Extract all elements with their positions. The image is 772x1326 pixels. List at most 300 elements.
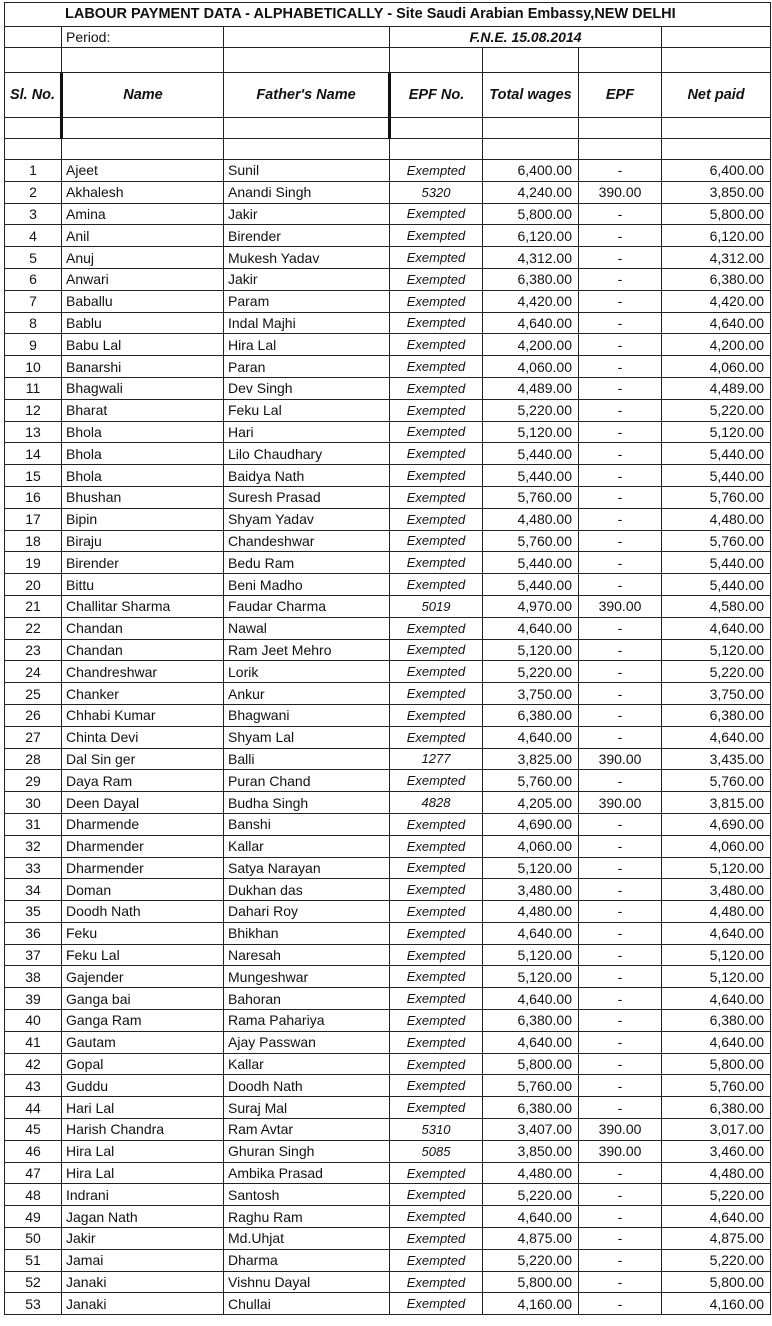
total-wages-cell: 4,240.00 — [483, 181, 579, 203]
table-row — [5, 726, 771, 748]
name-cell: Feku — [62, 922, 224, 944]
epf-cell: - — [579, 465, 662, 487]
table-row — [5, 1293, 771, 1315]
epf-no-cell: Exempted — [390, 879, 483, 901]
name-cell: Doman — [62, 879, 224, 901]
father-name-cell: Sunil — [224, 160, 390, 182]
net-paid-cell: 6,380.00 — [662, 1097, 771, 1119]
epf-cell: - — [579, 508, 662, 530]
name-cell: Chanker — [62, 683, 224, 705]
name-cell: Ganga bai — [62, 988, 224, 1010]
epf-cell: - — [579, 486, 662, 508]
total-wages-cell: 5,120.00 — [483, 857, 579, 879]
epf-cell: 390.00 — [579, 1119, 662, 1141]
name-cell: Chandan — [62, 617, 224, 639]
name-cell: Jakir — [62, 1228, 224, 1250]
father-name-cell: Md.Uhjat — [224, 1228, 390, 1250]
total-wages-cell: 5,220.00 — [483, 399, 579, 421]
table-row — [5, 1206, 771, 1228]
total-wages-cell: 4,312.00 — [483, 247, 579, 269]
net-paid-cell: 6,400.00 — [662, 160, 771, 182]
epf-cell: - — [579, 1271, 662, 1293]
net-paid-cell: 6,380.00 — [662, 268, 771, 290]
epf-no-cell: Exempted — [390, 1097, 483, 1119]
table-row — [5, 922, 771, 944]
name-cell: Challitar Sharma — [62, 595, 224, 617]
total-wages-cell: 5,440.00 — [483, 443, 579, 465]
total-wages-cell: 5,220.00 — [483, 661, 579, 683]
epf-no-cell: Exempted — [390, 247, 483, 269]
table-row — [5, 1053, 771, 1075]
name-cell: Bhola — [62, 443, 224, 465]
name-cell: Chinta Devi — [62, 726, 224, 748]
epf-cell: - — [579, 922, 662, 944]
epf-cell: - — [579, 443, 662, 465]
name-cell: Gopal — [62, 1053, 224, 1075]
sl-no-cell: 45 — [5, 1119, 62, 1141]
epf-no-cell: Exempted — [390, 530, 483, 552]
table-row — [5, 530, 771, 552]
sl-no-cell: 3 — [5, 203, 62, 225]
father-name-cell: Beni Madho — [224, 574, 390, 596]
epf-cell: - — [579, 879, 662, 901]
epf-cell: - — [579, 661, 662, 683]
epf-no-cell: Exempted — [390, 1075, 483, 1097]
father-name-cell: Lilo Chaudhary — [224, 443, 390, 465]
total-wages-cell: 4,640.00 — [483, 726, 579, 748]
net-paid-cell: 5,220.00 — [662, 1249, 771, 1271]
net-paid-cell: 4,480.00 — [662, 901, 771, 923]
total-wages-cell: 5,800.00 — [483, 203, 579, 225]
total-wages-cell: 5,220.00 — [483, 1249, 579, 1271]
father-name-cell: Baidya Nath — [224, 465, 390, 487]
header-epf-no: EPF No. — [390, 73, 483, 118]
epf-no-cell: Exempted — [390, 552, 483, 574]
epf-no-cell: Exempted — [390, 443, 483, 465]
epf-no-cell: Exempted — [390, 1293, 483, 1315]
sl-no-cell: 37 — [5, 944, 62, 966]
epf-cell: - — [579, 726, 662, 748]
father-name-cell: Ram Jeet Mehro — [224, 639, 390, 661]
epf-no-cell: Exempted — [390, 203, 483, 225]
epf-no-cell: Exempted — [390, 486, 483, 508]
father-name-cell: Birender — [224, 225, 390, 247]
title-row — [5, 3, 771, 27]
net-paid-cell: 6,380.00 — [662, 1010, 771, 1032]
epf-cell: 390.00 — [579, 595, 662, 617]
epf-no-cell: Exempted — [390, 268, 483, 290]
net-paid-cell: 4,060.00 — [662, 356, 771, 378]
total-wages-cell: 5,760.00 — [483, 486, 579, 508]
epf-no-cell: Exempted — [390, 334, 483, 356]
name-cell: Bhushan — [62, 486, 224, 508]
epf-no-cell: Exempted — [390, 639, 483, 661]
table-row — [5, 879, 771, 901]
table-row — [5, 792, 771, 814]
total-wages-cell: 4,060.00 — [483, 835, 579, 857]
father-name-cell: Naresah — [224, 944, 390, 966]
total-wages-cell: 5,120.00 — [483, 966, 579, 988]
sl-no-cell: 24 — [5, 661, 62, 683]
epf-cell: - — [579, 312, 662, 334]
net-paid-cell: 5,440.00 — [662, 465, 771, 487]
net-paid-cell: 3,017.00 — [662, 1119, 771, 1141]
father-name-cell: Jakir — [224, 268, 390, 290]
epf-cell: 390.00 — [579, 792, 662, 814]
net-paid-cell: 4,480.00 — [662, 1162, 771, 1184]
father-name-cell: Jakir — [224, 203, 390, 225]
total-wages-cell: 3,850.00 — [483, 1140, 579, 1162]
epf-no-cell: Exempted — [390, 770, 483, 792]
epf-no-cell: Exempted — [390, 813, 483, 835]
table-row — [5, 160, 771, 182]
header-total-wages: Total wages — [483, 73, 579, 118]
father-name-cell: Bahoran — [224, 988, 390, 1010]
sl-no-cell: 39 — [5, 988, 62, 1010]
net-paid-cell: 4,060.00 — [662, 835, 771, 857]
sl-no-cell: 25 — [5, 683, 62, 705]
net-paid-cell: 4,640.00 — [662, 617, 771, 639]
sl-no-cell: 34 — [5, 879, 62, 901]
table-row — [5, 966, 771, 988]
name-cell: Hira Lal — [62, 1140, 224, 1162]
table-row — [5, 1097, 771, 1119]
total-wages-cell: 4,970.00 — [483, 595, 579, 617]
name-cell: Amina — [62, 203, 224, 225]
name-cell: Ajeet — [62, 160, 224, 182]
epf-no-cell: Exempted — [390, 465, 483, 487]
epf-cell: - — [579, 683, 662, 705]
period-row — [5, 27, 771, 48]
table-row — [5, 1075, 771, 1097]
net-paid-cell: 4,640.00 — [662, 726, 771, 748]
total-wages-cell: 6,380.00 — [483, 268, 579, 290]
sl-no-cell: 32 — [5, 835, 62, 857]
sl-no-cell: 7 — [5, 290, 62, 312]
epf-cell: 390.00 — [579, 1140, 662, 1162]
net-paid-cell: 6,120.00 — [662, 225, 771, 247]
net-paid-cell: 6,380.00 — [662, 704, 771, 726]
table-row — [5, 639, 771, 661]
epf-cell: - — [579, 1097, 662, 1119]
sl-no-cell: 46 — [5, 1140, 62, 1162]
name-cell: Gajender — [62, 966, 224, 988]
epf-no-cell: 1277 — [390, 748, 483, 770]
father-name-cell: Mukesh Yadav — [224, 247, 390, 269]
sl-no-cell: 21 — [5, 595, 62, 617]
total-wages-cell: 4,640.00 — [483, 988, 579, 1010]
total-wages-cell: 4,480.00 — [483, 1162, 579, 1184]
table-row — [5, 247, 771, 269]
sl-no-cell: 53 — [5, 1293, 62, 1315]
epf-no-cell: Exempted — [390, 290, 483, 312]
total-wages-cell: 4,205.00 — [483, 792, 579, 814]
total-wages-cell: 6,380.00 — [483, 704, 579, 726]
epf-cell: - — [579, 399, 662, 421]
epf-no-cell: Exempted — [390, 1228, 483, 1250]
epf-cell: - — [579, 203, 662, 225]
father-name-cell: Suraj Mal — [224, 1097, 390, 1119]
epf-cell: - — [579, 704, 662, 726]
sl-no-cell: 50 — [5, 1228, 62, 1250]
name-cell: Chandan — [62, 639, 224, 661]
epf-no-cell: Exempted — [390, 225, 483, 247]
epf-cell: - — [579, 857, 662, 879]
column-header-row — [5, 73, 771, 118]
epf-cell: - — [579, 574, 662, 596]
total-wages-cell: 4,489.00 — [483, 377, 579, 399]
name-cell: Dal Sin ger — [62, 748, 224, 770]
epf-cell: - — [579, 552, 662, 574]
sl-no-cell: 22 — [5, 617, 62, 639]
father-name-cell: Lorik — [224, 661, 390, 683]
epf-cell: - — [579, 1162, 662, 1184]
name-cell: Daya Ram — [62, 770, 224, 792]
father-name-cell: Bhikhan — [224, 922, 390, 944]
sl-no-cell: 17 — [5, 508, 62, 530]
father-name-cell: Ghuran Singh — [224, 1140, 390, 1162]
epf-no-cell: Exempted — [390, 1053, 483, 1075]
net-paid-cell: 3,850.00 — [662, 181, 771, 203]
table-row — [5, 1249, 771, 1271]
name-cell: Chandreshwar — [62, 661, 224, 683]
total-wages-cell: 5,220.00 — [483, 1184, 579, 1206]
sl-no-cell: 27 — [5, 726, 62, 748]
father-name-cell: Mungeshwar — [224, 966, 390, 988]
father-name-cell: Ajay Passwan — [224, 1031, 390, 1053]
epf-cell: - — [579, 988, 662, 1010]
epf-cell: - — [579, 813, 662, 835]
father-name-cell: Doodh Nath — [224, 1075, 390, 1097]
name-cell: Bhagwali — [62, 377, 224, 399]
table-row — [5, 421, 771, 443]
father-name-cell: Satya Narayan — [224, 857, 390, 879]
table-row — [5, 312, 771, 334]
total-wages-cell: 5,760.00 — [483, 770, 579, 792]
epf-no-cell: Exempted — [390, 966, 483, 988]
table-row — [5, 1119, 771, 1141]
period-value: F.N.E. 15.08.2014 — [390, 27, 662, 48]
epf-cell: - — [579, 247, 662, 269]
name-cell: Dharmender — [62, 857, 224, 879]
table-row — [5, 508, 771, 530]
table-row — [5, 944, 771, 966]
net-paid-cell: 4,580.00 — [662, 595, 771, 617]
father-name-cell: Anandi Singh — [224, 181, 390, 203]
header-sl-no: Sl. No. — [5, 73, 62, 118]
net-paid-cell: 4,200.00 — [662, 334, 771, 356]
name-cell: Chhabi Kumar — [62, 704, 224, 726]
father-name-cell: Dukhan das — [224, 879, 390, 901]
total-wages-cell: 4,640.00 — [483, 922, 579, 944]
total-wages-cell: 4,200.00 — [483, 334, 579, 356]
father-name-cell: Chandeshwar — [224, 530, 390, 552]
net-paid-cell: 3,460.00 — [662, 1140, 771, 1162]
father-name-cell: Hari — [224, 421, 390, 443]
name-cell: Dharmender — [62, 835, 224, 857]
epf-no-cell: 5320 — [390, 181, 483, 203]
period-label: Period: — [62, 27, 224, 48]
name-cell: Anwari — [62, 268, 224, 290]
epf-cell: - — [579, 1031, 662, 1053]
father-name-cell: Shyam Yadav — [224, 508, 390, 530]
sl-no-cell: 12 — [5, 399, 62, 421]
total-wages-cell: 3,407.00 — [483, 1119, 579, 1141]
table-row — [5, 465, 771, 487]
net-paid-cell: 5,220.00 — [662, 1184, 771, 1206]
name-cell: Bablu — [62, 312, 224, 334]
table-row — [5, 748, 771, 770]
father-name-cell: Vishnu Dayal — [224, 1271, 390, 1293]
total-wages-cell: 4,420.00 — [483, 290, 579, 312]
sl-no-cell: 11 — [5, 377, 62, 399]
sl-no-cell: 41 — [5, 1031, 62, 1053]
name-cell: Gautam — [62, 1031, 224, 1053]
net-paid-cell: 4,489.00 — [662, 377, 771, 399]
sl-no-cell: 48 — [5, 1184, 62, 1206]
epf-no-cell: Exempted — [390, 726, 483, 748]
epf-no-cell: Exempted — [390, 901, 483, 923]
table-row — [5, 268, 771, 290]
sl-no-cell: 35 — [5, 901, 62, 923]
father-name-cell: Suresh Prasad — [224, 486, 390, 508]
table-row — [5, 901, 771, 923]
father-name-cell: Bhagwani — [224, 704, 390, 726]
name-cell: Hira Lal — [62, 1162, 224, 1184]
spacer-row — [5, 139, 771, 160]
father-name-cell: Puran Chand — [224, 770, 390, 792]
net-paid-cell: 5,120.00 — [662, 966, 771, 988]
sl-no-cell: 51 — [5, 1249, 62, 1271]
epf-cell: - — [579, 617, 662, 639]
net-paid-cell: 4,875.00 — [662, 1228, 771, 1250]
total-wages-cell: 5,760.00 — [483, 1075, 579, 1097]
total-wages-cell: 3,825.00 — [483, 748, 579, 770]
net-paid-cell: 5,800.00 — [662, 1271, 771, 1293]
sl-no-cell: 4 — [5, 225, 62, 247]
father-name-cell: Kallar — [224, 835, 390, 857]
net-paid-cell: 4,690.00 — [662, 813, 771, 835]
epf-no-cell: Exempted — [390, 1271, 483, 1293]
father-name-cell: Raghu Ram — [224, 1206, 390, 1228]
epf-cell: 390.00 — [579, 181, 662, 203]
father-name-cell: Shyam Lal — [224, 726, 390, 748]
net-paid-cell: 5,760.00 — [662, 530, 771, 552]
table-row — [5, 1228, 771, 1250]
total-wages-cell: 6,400.00 — [483, 160, 579, 182]
name-cell: Bittu — [62, 574, 224, 596]
epf-no-cell: Exempted — [390, 356, 483, 378]
name-cell: Jamai — [62, 1249, 224, 1271]
epf-no-cell: 4828 — [390, 792, 483, 814]
net-paid-cell: 3,815.00 — [662, 792, 771, 814]
name-cell: Baballu — [62, 290, 224, 312]
sl-no-cell: 14 — [5, 443, 62, 465]
name-cell: Banarshi — [62, 356, 224, 378]
table-row — [5, 988, 771, 1010]
father-name-cell: Bedu Ram — [224, 552, 390, 574]
name-cell: Ganga Ram — [62, 1010, 224, 1032]
name-cell: Bipin — [62, 508, 224, 530]
total-wages-cell: 5,120.00 — [483, 944, 579, 966]
epf-no-cell: Exempted — [390, 508, 483, 530]
epf-cell: - — [579, 334, 662, 356]
epf-no-cell: Exempted — [390, 661, 483, 683]
epf-cell: - — [579, 290, 662, 312]
father-name-cell: Hira Lal — [224, 334, 390, 356]
name-cell: Anuj — [62, 247, 224, 269]
table-row — [5, 1271, 771, 1293]
table-row — [5, 334, 771, 356]
net-paid-cell: 5,800.00 — [662, 1053, 771, 1075]
table-row — [5, 181, 771, 203]
table-row — [5, 1140, 771, 1162]
total-wages-cell: 5,760.00 — [483, 530, 579, 552]
total-wages-cell: 5,800.00 — [483, 1053, 579, 1075]
epf-no-cell: Exempted — [390, 1206, 483, 1228]
epf-no-cell: Exempted — [390, 312, 483, 334]
total-wages-cell: 6,380.00 — [483, 1097, 579, 1119]
name-cell: Indrani — [62, 1184, 224, 1206]
sl-no-cell: 52 — [5, 1271, 62, 1293]
total-wages-cell: 4,480.00 — [483, 508, 579, 530]
sl-no-cell: 16 — [5, 486, 62, 508]
father-name-cell: Dharma — [224, 1249, 390, 1271]
epf-cell: - — [579, 901, 662, 923]
total-wages-cell: 4,640.00 — [483, 617, 579, 639]
name-cell: Akhalesh — [62, 181, 224, 203]
name-cell: Doodh Nath — [62, 901, 224, 923]
table-row — [5, 1031, 771, 1053]
net-paid-cell: 5,440.00 — [662, 574, 771, 596]
table-row — [5, 1162, 771, 1184]
father-name-cell: Param — [224, 290, 390, 312]
table-row — [5, 835, 771, 857]
epf-no-cell: Exempted — [390, 1010, 483, 1032]
sl-no-cell: 28 — [5, 748, 62, 770]
table-row — [5, 574, 771, 596]
header-epf: EPF — [579, 73, 662, 118]
table-row — [5, 661, 771, 683]
total-wages-cell: 6,120.00 — [483, 225, 579, 247]
father-name-cell: Ankur — [224, 683, 390, 705]
sl-no-cell: 42 — [5, 1053, 62, 1075]
epf-no-cell: Exempted — [390, 988, 483, 1010]
epf-cell: - — [579, 268, 662, 290]
total-wages-cell: 5,120.00 — [483, 639, 579, 661]
epf-cell: 390.00 — [579, 748, 662, 770]
net-paid-cell: 3,480.00 — [662, 879, 771, 901]
total-wages-cell: 4,690.00 — [483, 813, 579, 835]
epf-cell: - — [579, 421, 662, 443]
epf-cell: - — [579, 639, 662, 661]
total-wages-cell: 5,440.00 — [483, 465, 579, 487]
sl-no-cell: 18 — [5, 530, 62, 552]
table-row — [5, 486, 771, 508]
net-paid-cell: 4,640.00 — [662, 312, 771, 334]
father-name-cell: Budha Singh — [224, 792, 390, 814]
total-wages-cell: 4,640.00 — [483, 1031, 579, 1053]
sl-no-cell: 2 — [5, 181, 62, 203]
epf-no-cell: Exempted — [390, 1249, 483, 1271]
father-name-cell: Paran — [224, 356, 390, 378]
sl-no-cell: 19 — [5, 552, 62, 574]
name-cell: Dharmende — [62, 813, 224, 835]
father-name-cell: Ram Avtar — [224, 1119, 390, 1141]
sl-no-cell: 6 — [5, 268, 62, 290]
net-paid-cell: 5,760.00 — [662, 770, 771, 792]
sl-no-cell: 43 — [5, 1075, 62, 1097]
